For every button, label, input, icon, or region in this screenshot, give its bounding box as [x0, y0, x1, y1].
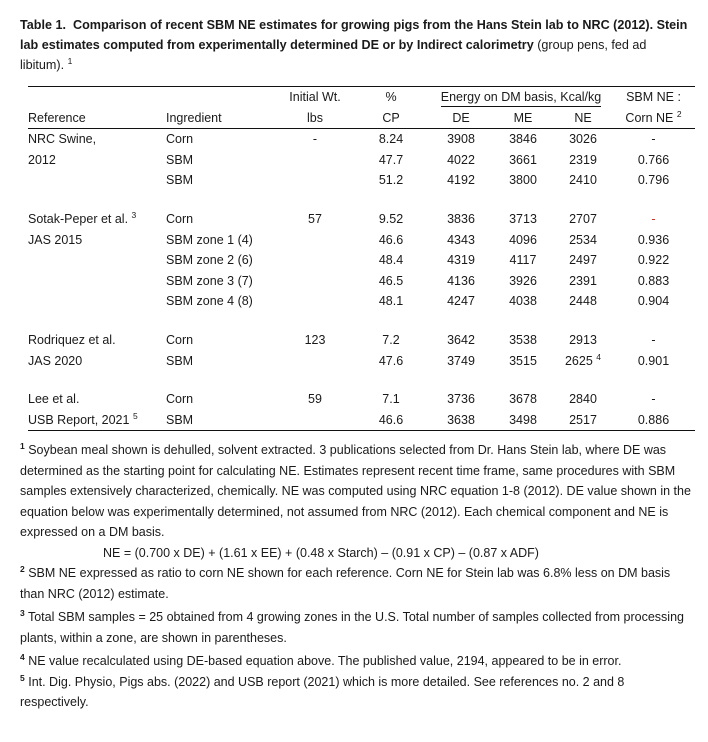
table-row [28, 410, 695, 431]
cell-ratio: 0.766 [637, 152, 670, 167]
table-row [28, 291, 695, 312]
cell-cp: 48.4 [378, 253, 404, 268]
table-row [28, 230, 695, 251]
reference-text: JAS 2020 [28, 353, 83, 368]
header-initial-wt: Initial Wt. [278, 87, 352, 108]
cell-ratio: 0.936 [637, 232, 670, 247]
footnote-4-text: NE value recalculated using DE-based equation above. The published value, 2194, appeared to be in error. [28, 654, 622, 668]
ne-value: 2391 [569, 273, 597, 288]
cell-de: 4319 [447, 253, 475, 268]
group-spacer [28, 191, 695, 209]
cell-de: 3642 [447, 332, 475, 347]
footnote-1-mark: 1 [20, 441, 25, 451]
cell-initial-wt [278, 291, 352, 312]
footnote-2-text: SBM NE expressed as ratio to corn NE shown for each reference. Corn NE for Stein lab was 6.8% less on DM basis than NRC (2012) estimate. [20, 566, 671, 601]
header-corn-ne-mark: 2 [676, 108, 682, 119]
cell-reference [28, 209, 166, 230]
cell-ratio: - [651, 392, 656, 407]
header-ne: NE [554, 108, 612, 129]
reference-footnote-mark: 3 [131, 209, 137, 220]
ne-value: 2625 [564, 353, 593, 368]
cell-ratio: 0.901 [637, 353, 670, 368]
cell-ratio: - [651, 332, 656, 347]
cell-initial-wt [278, 271, 352, 292]
footnotes [20, 440, 692, 713]
cell-ratio: - [651, 132, 656, 147]
ne-value: 2913 [569, 332, 597, 347]
cell-de: 3749 [447, 353, 475, 368]
cell-cp: 48.1 [378, 294, 404, 309]
cell-reference [28, 410, 166, 431]
cell-reference [28, 389, 166, 410]
ne-value: 2840 [569, 392, 597, 407]
table-row [28, 129, 695, 150]
cell-reference [28, 291, 166, 312]
cell-ratio: 0.922 [637, 253, 670, 268]
cell-de: 4022 [447, 152, 475, 167]
cell-ingredient: Corn [166, 132, 194, 147]
cell-ingredient: Corn [166, 211, 194, 226]
cell-me: 3498 [492, 410, 554, 431]
cell-ne [554, 209, 612, 230]
cell-ingredient: Corn [166, 392, 194, 407]
footnote-3 [20, 607, 692, 648]
header-cp: CP [352, 108, 430, 129]
ne-value: 2707 [569, 211, 597, 226]
cell-reference [28, 170, 166, 191]
cell-me: 4038 [509, 294, 537, 309]
cell-ne [554, 410, 612, 431]
table-row [28, 351, 695, 372]
cell-ne [554, 170, 612, 191]
cell-de: 3736 [447, 392, 475, 407]
header-lbs: lbs [278, 108, 352, 129]
footnote-5 [20, 672, 692, 713]
cell-de: 4192 [447, 173, 475, 188]
cell-ingredient: SBM [166, 152, 194, 167]
cell-ne [554, 389, 612, 410]
ne-value: 2497 [569, 253, 597, 268]
cell-de: 3908 [447, 132, 475, 147]
reference-text: Lee et al. [28, 392, 80, 407]
cell-me: 3713 [509, 211, 537, 226]
cell-cp: 46.6 [352, 410, 430, 431]
cell-me: 3846 [509, 132, 537, 147]
header-de: DE [430, 108, 492, 129]
table-row [28, 209, 695, 230]
cell-reference [28, 330, 166, 351]
table-row [28, 271, 695, 292]
cell-ingredient: SBM zone 3 (7) [166, 273, 253, 288]
cell-reference [28, 351, 166, 372]
reference-text: JAS 2015 [28, 232, 83, 247]
reference-text: NRC Swine, [28, 132, 97, 147]
cell-reference [28, 230, 166, 251]
cell-reference [28, 129, 166, 150]
cell-initial-wt [278, 250, 352, 271]
cell-ne [554, 351, 612, 372]
header-row-bottom [28, 108, 695, 129]
ne-value: 2534 [569, 232, 597, 247]
cell-ingredient: SBM [166, 410, 278, 431]
ne-equation: NE = (0.700 x DE) + (1.61 x EE) + (0.48 x Starch) – (0.91 x CP) – (0.87 x ADF) [103, 545, 539, 560]
footnote-3-text: Total SBM samples = 25 obtained from 4 growing zones in the U.S. Total number of samples collected from processing plants, within a zone, are shown in parentheses. [20, 610, 684, 645]
reference-text: USB Report, 2021 [28, 412, 130, 427]
table-row [28, 389, 695, 410]
header-corn-ne-label: Corn NE [625, 110, 674, 125]
header-row-top [28, 87, 695, 108]
comparison-table [28, 86, 695, 431]
cell-initial-wt [278, 351, 352, 372]
footnote-5-text: Int. Dig. Physio, Pigs abs. (2022) and USB report (2021) which is more detailed. See references no. 2 and 8 respectively. [20, 674, 625, 709]
cell-initial-wt [278, 230, 352, 251]
cell-cp: 47.6 [378, 353, 404, 368]
cell-cp: 9.52 [378, 211, 404, 226]
header-energy-group [430, 87, 612, 108]
footnote-1 [20, 440, 692, 543]
cell-me: 3678 [509, 392, 537, 407]
caption-bold-text: Comparison of recent SBM NE estimates for growing pigs from the Hans Stein lab to NRC (2012). Stein lab estimates computed from experimentally determined DE or by Indirect calorimetry [20, 18, 688, 52]
footnote-2-mark: 2 [20, 564, 25, 574]
cell-ingredient: Corn [166, 332, 194, 347]
ne-value: 2448 [569, 294, 597, 309]
header-energy-label: Energy on DM basis, Kcal/kg [441, 88, 602, 107]
cell-cp: 46.6 [378, 232, 404, 247]
table-row [28, 150, 695, 171]
reference-footnote-mark: 5 [132, 410, 138, 421]
caption-footnote-mark: 1 [67, 56, 73, 66]
footnote-5-mark: 5 [20, 672, 25, 683]
cell-me: 3800 [509, 173, 537, 188]
cell-cp: 8.24 [378, 132, 404, 147]
cell-me: 4117 [509, 253, 537, 268]
footnote-4-mark: 4 [20, 652, 25, 662]
footnote-2 [20, 563, 692, 604]
cell-cp: 7.1 [382, 392, 400, 407]
table-caption [20, 15, 692, 75]
cell-ne [554, 291, 612, 312]
cell-reference [28, 150, 166, 171]
table-row [28, 330, 695, 351]
cell-me: 3515 [509, 353, 537, 368]
table-row [28, 170, 695, 191]
ne-value: 2410 [569, 173, 597, 188]
cell-initial-wt: 123 [304, 332, 326, 347]
cell-initial-wt: 59 [308, 392, 322, 407]
header-me: ME [492, 108, 554, 129]
cell-me: 4096 [509, 232, 537, 247]
footnote-3-mark: 3 [20, 608, 25, 618]
cell-cp: 7.2 [382, 332, 400, 347]
cell-reference [28, 250, 166, 271]
cell-ne [554, 230, 612, 251]
cell-initial-wt: - [312, 132, 318, 147]
cell-initial-wt: 57 [308, 211, 322, 226]
caption-label: Table 1. [20, 18, 66, 32]
cell-initial-wt [278, 150, 352, 171]
cell-ne [554, 271, 612, 292]
cell-de: 3836 [447, 211, 475, 226]
cell-cp: 51.2 [378, 173, 404, 188]
reference-text: Rodriquez et al. [28, 332, 116, 347]
cell-ratio: 0.904 [637, 294, 670, 309]
cell-ingredient: SBM zone 4 (8) [166, 294, 253, 309]
reference-text: Sotak-Peper et al. [28, 211, 129, 226]
footnote-1-text: Soybean meal shown is dehulled, solvent extracted. 3 publications selected from Dr. Hans Stein lab, where DE was determined as the starting point for calculating NE. Estimates represent recent time frame, same procedures with SBM samples extensively characterized, chemically. NE was computed using NRC equation 1-8 (2012). DE value shown in the equation below was experimentally determined, not assumed from NRC (2012). Each chemical component and NE is expressed on a DM basis. [20, 443, 691, 539]
header-percent: % [352, 87, 430, 108]
cell-ratio: 0.796 [637, 173, 670, 188]
cell-ingredient: SBM [166, 353, 194, 368]
cell-me: 3926 [509, 273, 537, 288]
footnote-4 [20, 651, 692, 672]
cell-reference [28, 271, 166, 292]
cell-me: 3538 [509, 332, 537, 347]
ne-value: 3026 [569, 132, 597, 147]
cell-ne [554, 129, 612, 150]
group-spacer [28, 312, 695, 330]
cell-ne [554, 150, 612, 171]
table-row [28, 250, 695, 271]
cell-ingredient: SBM zone 2 (6) [166, 253, 253, 268]
cell-ratio: - [651, 211, 656, 226]
reference-text: 2012 [28, 152, 56, 167]
cell-ratio: 0.886 [612, 410, 695, 431]
header-reference: Reference [28, 108, 166, 129]
header-corn-ne [612, 108, 695, 129]
cell-initial-wt [278, 170, 352, 191]
cell-cp: 46.5 [378, 273, 404, 288]
caption-normal-text: (group pens, fed ad libitum). [20, 38, 647, 72]
cell-de: 4247 [447, 294, 475, 309]
group-spacer [28, 371, 695, 389]
cell-cp: 47.7 [378, 152, 404, 167]
cell-me: 3661 [509, 152, 537, 167]
cell-de: 4343 [447, 232, 475, 247]
ne-value: 2319 [569, 152, 597, 167]
header-sbm-ne: SBM NE : [612, 87, 695, 108]
ne-footnote-mark: 4 [596, 351, 602, 362]
cell-de: 3638 [430, 410, 492, 431]
cell-de: 4136 [447, 273, 475, 288]
cell-ingredient: SBM [166, 173, 194, 188]
cell-ne [554, 330, 612, 351]
cell-ne [554, 250, 612, 271]
header-ingredient: Ingredient [166, 108, 278, 129]
ne-value: 2517 [569, 412, 597, 427]
cell-initial-wt [278, 410, 352, 431]
cell-ingredient: SBM zone 1 (4) [166, 232, 253, 247]
cell-ratio: 0.883 [637, 273, 670, 288]
